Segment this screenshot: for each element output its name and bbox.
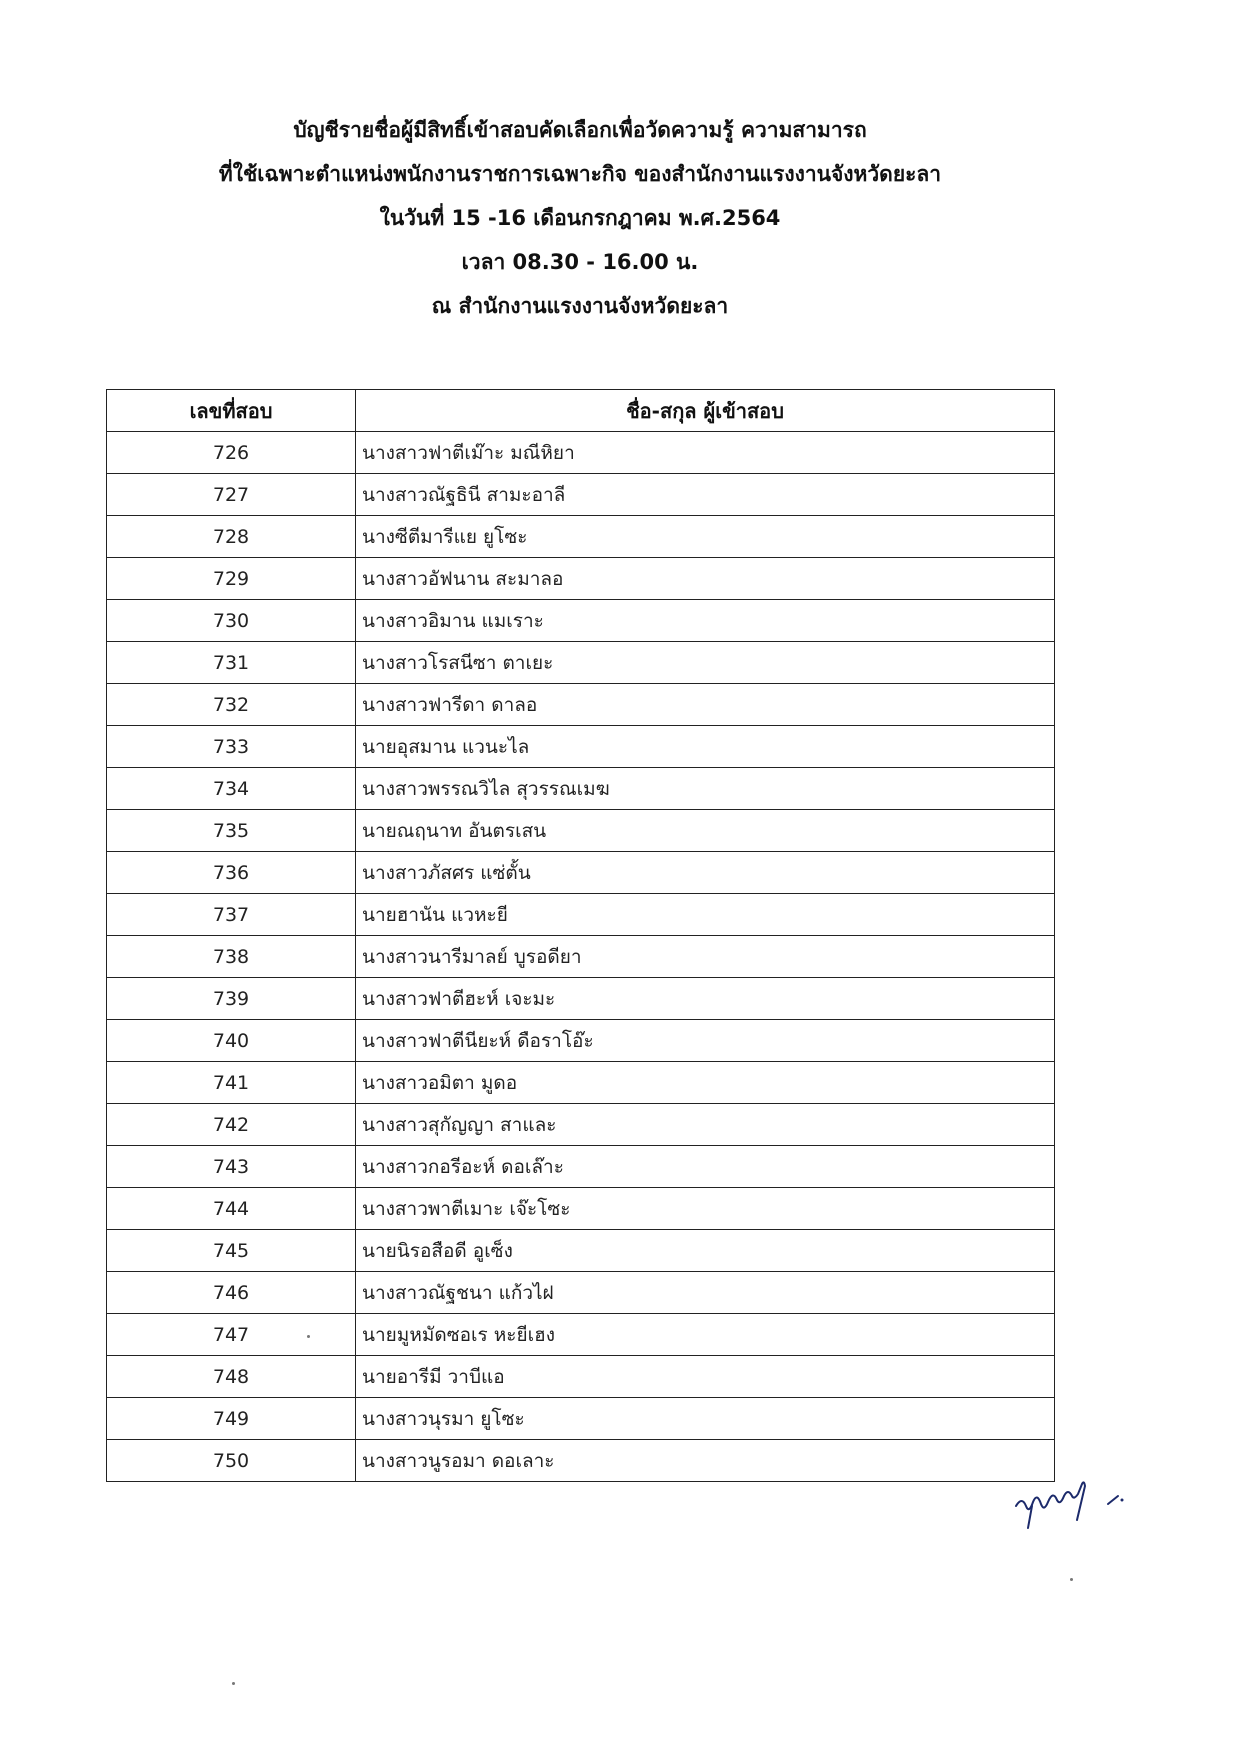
candidate-name-cell: นายณฤนาท อันตรเสน (356, 810, 1055, 852)
table-row (107, 1020, 1055, 1062)
document-header (0, 108, 1160, 328)
exam-number-cell: 727 (107, 474, 356, 516)
exam-number-cell: 745 (107, 1230, 356, 1272)
exam-number-cell: 738 (107, 936, 356, 978)
table-row (107, 1398, 1055, 1440)
candidate-name-cell: นางสาวพาตีเมาะ เจ๊ะโซะ (356, 1188, 1055, 1230)
exam-number-cell: 730 (107, 600, 356, 642)
exam-number-cell: 729 (107, 558, 356, 600)
header-time: เวลา 08.30 - 16.00 น. (461, 250, 699, 274)
header-date: ในวันที่ 15 -16 เดือนกรกฎาคม พ.ศ.2564 (379, 206, 781, 230)
table-row (107, 558, 1055, 600)
exam-number-cell: 748 (107, 1356, 356, 1398)
header-title: บัญชีรายชื่อผู้มีสิทธิ์เข้าสอบคัดเลือกเพื่อวัดความรู้ ความสามารถ (293, 118, 867, 142)
table-row (107, 1230, 1055, 1272)
exam-number-cell: 731 (107, 642, 356, 684)
candidate-name-cell: นางสาวโรสนีซา ตาเยะ (356, 642, 1055, 684)
column-header-exam-number: เลขที่สอบ (107, 390, 356, 432)
exam-number-cell: 749 (107, 1398, 356, 1440)
candidate-name-cell: นางสาวฟาตีเม๊าะ มณีหิยา (356, 432, 1055, 474)
exam-number-cell: 736 (107, 852, 356, 894)
stray-mark (307, 1335, 310, 1338)
exam-number-cell: 733 (107, 726, 356, 768)
table-row (107, 1356, 1055, 1398)
table-row (107, 852, 1055, 894)
table-row (107, 1146, 1055, 1188)
table-body (107, 432, 1055, 1482)
table-row (107, 978, 1055, 1020)
table-row (107, 810, 1055, 852)
table-row (107, 894, 1055, 936)
table-row (107, 684, 1055, 726)
candidate-name-cell: นางสาวณัฐธินี สามะอาลี (356, 474, 1055, 516)
exam-number-cell: 739 (107, 978, 356, 1020)
table-row (107, 474, 1055, 516)
table-row (107, 1440, 1055, 1482)
exam-number-cell: 728 (107, 516, 356, 558)
table-row (107, 1272, 1055, 1314)
candidate-name-cell: นางสาวนูรอมา ดอเลาะ (356, 1440, 1055, 1482)
candidate-name-cell: นายฮานัน แวหะยี (356, 894, 1055, 936)
candidate-name-cell: นางสาวภัสศร แซ่ตั้น (356, 852, 1055, 894)
exam-number-cell: 735 (107, 810, 356, 852)
table-header-row (107, 390, 1055, 432)
table-row (107, 1062, 1055, 1104)
table-row (107, 768, 1055, 810)
header-position: ที่ใช้เฉพาะตำแหน่งพนักงานราชการเฉพาะกิจ ของสำนักงานแรงงานจังหวัดยะลา (218, 162, 942, 186)
candidate-name-cell: นายอารีมี วาบีแอ (356, 1356, 1055, 1398)
candidate-name-cell: นางสาวพรรณวิไล สุวรรณเมฆ (356, 768, 1055, 810)
candidate-name-cell: นางสาวนารีมาลย์ บูรอดียา (356, 936, 1055, 978)
exam-number-cell: 741 (107, 1062, 356, 1104)
candidate-name-cell: นางสาวณัฐชนา แก้วไฝ (356, 1272, 1055, 1314)
table-row (107, 1104, 1055, 1146)
candidate-name-cell: นางสาวกอรีอะห์ ดอเล๊าะ (356, 1146, 1055, 1188)
table-row (107, 642, 1055, 684)
table-row (107, 726, 1055, 768)
exam-number-cell: 743 (107, 1146, 356, 1188)
candidate-name-cell: นางสาวอิมาน แมเราะ (356, 600, 1055, 642)
table-row (107, 432, 1055, 474)
table-row (107, 936, 1055, 978)
exam-number-cell: 742 (107, 1104, 356, 1146)
header-location: ณ สำนักงานแรงงานจังหวัดยะลา (431, 294, 729, 318)
table-row (107, 516, 1055, 558)
signature (1010, 1466, 1140, 1536)
exam-number-cell: 732 (107, 684, 356, 726)
candidate-name-cell: นางสาวฟาตีฮะห์ เจะมะ (356, 978, 1055, 1020)
candidate-name-cell: นายมูหมัดซอเร หะยีเฮง (356, 1314, 1055, 1356)
candidate-name-cell: นางซีตีมารีแย ยูโซะ (356, 516, 1055, 558)
exam-number-cell: 737 (107, 894, 356, 936)
candidate-name-cell: นางสาวนุรมา ยูโซะ (356, 1398, 1055, 1440)
exam-number-cell: 726 (107, 432, 356, 474)
candidate-name-cell: นางสาวสุกัญญา สาและ (356, 1104, 1055, 1146)
exam-number-cell: 746 (107, 1272, 356, 1314)
candidate-name-cell: นางสาวฟาตีนียะห์ ดือราโอ๊ะ (356, 1020, 1055, 1062)
candidate-table (106, 389, 1055, 1482)
exam-number-cell: 747 (107, 1314, 356, 1356)
table-row (107, 1314, 1055, 1356)
table-row (107, 600, 1055, 642)
exam-number-cell: 750 (107, 1440, 356, 1482)
candidate-name-cell: นายอุสมาน แวนะไล (356, 726, 1055, 768)
candidate-name-cell: นางสาวอมิตา มูดอ (356, 1062, 1055, 1104)
stray-mark (232, 1682, 235, 1685)
candidate-name-cell: นางสาวฟารีดา ดาลอ (356, 684, 1055, 726)
exam-number-cell: 740 (107, 1020, 356, 1062)
candidate-name-cell: นางสาวอัฟนาน สะมาลอ (356, 558, 1055, 600)
stray-mark (1070, 1578, 1073, 1581)
table-row (107, 1188, 1055, 1230)
exam-number-cell: 734 (107, 768, 356, 810)
candidate-name-cell: นายนิรอสือดี อูเซ็ง (356, 1230, 1055, 1272)
column-header-candidate-name: ชื่อ-สกุล ผู้เข้าสอบ (356, 390, 1055, 432)
exam-number-cell: 744 (107, 1188, 356, 1230)
